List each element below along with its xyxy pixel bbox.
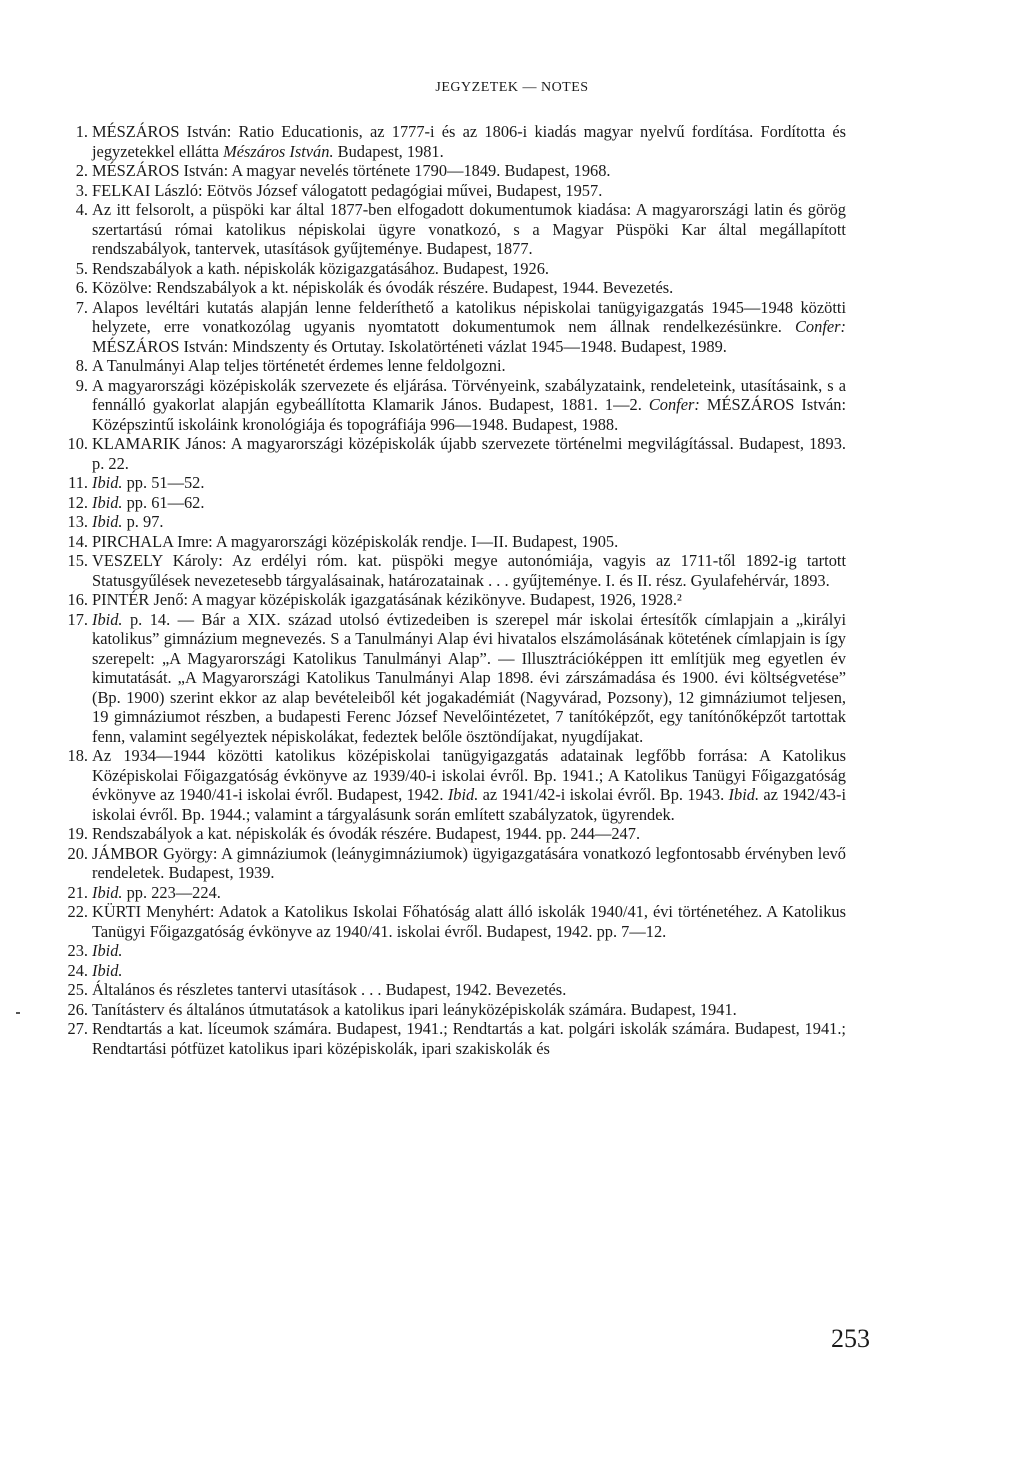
note-item	[36, 610, 846, 747]
note-item	[36, 532, 846, 552]
note-text: Rendtartás a kat. líceumok számára. Budapest, 1941.; Rendtartás a kat. polgári iskolák számára. Budapest, 1941.; Rendtartási pótfüzet katolikus ipari középiskolák, ipari szakiskolák és	[92, 1019, 846, 1058]
note-item	[36, 551, 846, 590]
note-text: A Tanulmányi Alap teljes történetét érdemes lenne feldolgozni.	[92, 356, 506, 375]
note-item	[36, 278, 846, 298]
note-number: 21.	[67, 882, 88, 902]
page-number: 253	[831, 1324, 870, 1353]
note-item	[36, 746, 846, 824]
note-text: JÁMBOR György: A gimnáziumok (leánygimnáziumok) ügyigazgatására vonatkozó legfontosabb érvényben levő rendeletek. Budapest, 1939.	[92, 843, 846, 882]
note-text: Ibid. p. 14. — Bár a XIX. század utolsó évtizedeiben is szerepel már iskolai értesítők címlapjain a „királyi katolikus” gimnázium megnevezés. S a Tanulmányi Alap évi hivatalos elszámolásának kötetének címlapjain is így szerepelt: „A Magyarországi Katolikus Tanulmányi Alap”. — Illusztrációképpen itt említjük meg egyetlen év kimutatását. „A Magyarországi Katolikus Tanulmányi Alap 1898. évi zárszámadása és 1900. évi költségvetése” (Bp. 1900) szerint ekkor az alap bevételeiből két jogakadémiát (Nagyvárad, Pozsony), 12 gimnáziumot teljesen, 19 gimnáziumot részben, a budapesti Ferenc József Nevelőintézetet, 7 tanítóképzőt, egy tanítónőképzőt tartottak fenn, valamint segélyeztek népiskolákat, fedeztek belőle ösztöndíjakat, nyugdíjakat.	[92, 609, 846, 746]
note-text: Az itt felsorolt, a püspöki kar által 1877-ben elfogadott dokumentumok kiadása: A magyarországi latin és görög szertartású római katolikus népiskolai ügyre vonatkozó, s a Magyar Püspöki Kar által megállapított rendszabályok, tantervek, utasítások gyűjteménye. Budapest, 1877.	[92, 200, 846, 258]
note-text: Közölve: Rendszabályok a kt. népiskolák és óvodák részére. Budapest, 1944. Bevezetés.	[92, 278, 674, 297]
note-number: 27.	[67, 1019, 88, 1038]
note-number: 12.	[67, 492, 88, 512]
note-item	[36, 1019, 846, 1058]
note-item	[36, 298, 846, 357]
note-number: 25.	[67, 980, 88, 999]
note-text: VESZELY Károly: Az erdélyi róm. kat. püspöki megye autonómiája, vagyis az 1711-től 1892-ig tartott Statusgyűlések nevezetesebb tárgyalásainak, határozatainak . . . gyűjteménye. I. és II. rész. Gyulafehérvár, 1893.	[92, 551, 846, 590]
note-number: 16.	[67, 590, 88, 609]
note-text: Ibid. pp. 61—62.	[92, 492, 205, 512]
note-number: 8.	[75, 356, 88, 375]
notes-list	[36, 122, 846, 1058]
note-number: 4.	[75, 200, 88, 219]
note-item	[36, 356, 846, 376]
note-number: 19.	[67, 824, 88, 843]
note-item	[36, 902, 846, 941]
note-item	[36, 434, 846, 473]
running-head: JEGYZETEK — NOTES	[435, 80, 589, 95]
note-item	[36, 1000, 846, 1020]
note-text: Ibid. pp. 223—224.	[92, 882, 221, 902]
note-item	[36, 883, 846, 903]
note-number: 9.	[75, 375, 88, 395]
note-number: 5.	[75, 258, 88, 278]
note-text: Alapos levéltári kutatás alapján lenne felderíthető a katolikus népiskolai tanügyigazgatás 1945—1948 közötti helyzete, erre vonatkozólag ugyanis nyomtatott dokumentumok nem állnak rendelkezésünkre. Confer: MÉSZÁROS István: Mindszenty és Ortutay. Iskolatörténeti vázlat 1945—1948. Budapest, 1989.	[92, 297, 846, 356]
note-text: KLAMARIK János: A magyarországi középiskolák újabb szervezete történelmi megvilágítással. Budapest, 1893. p. 22.	[92, 434, 846, 473]
note-text: Az 1934—1944 közötti katolikus középiskolai tanügyigazgatás adatainak legfőbb forrása: A Katolikus Középiskolai Főigazgatóság évkönyve az 1939/40-i iskolai évről. Bp. 1941.; A Katolikus Tanügyi Főigazgatóság évkönyve az 1940/41-i iskolai évről. Budapest, 1942. Ibid. az 1941/42-i iskolai évről. Bp. 1943. Ibid. az 1942/43-i iskolai évről. Bp. 1944.; valamint a tárgyalásunk során említett szabályzatok, ügyrendek.	[92, 746, 847, 824]
note-item	[36, 512, 846, 532]
note-text: Tanításterv és általános útmutatások a katolikus ipari leányközépiskolák számára. Budapest, 1941.	[92, 999, 737, 1019]
note-item	[36, 473, 846, 493]
note-text: PIRCHALA Imre: A magyarországi középiskolák rendje. I—II. Budapest, 1905.	[92, 531, 619, 551]
note-text: Ibid. pp. 51—52.	[92, 473, 205, 492]
note-text: Ibid.	[92, 941, 123, 960]
note-number: 3.	[75, 180, 88, 200]
note-text: Rendszabályok a kath. népiskolák közigazgatásához. Budapest, 1926.	[92, 258, 549, 278]
note-item	[36, 824, 846, 844]
note-number: 6.	[75, 278, 88, 297]
note-number: 2.	[75, 161, 88, 180]
note-number: 7.	[75, 297, 88, 317]
note-number: 10.	[67, 434, 88, 453]
note-number: 17.	[67, 609, 88, 629]
note-item	[36, 376, 846, 435]
note-number: 23.	[67, 941, 88, 960]
note-text: FELKAI László: Eötvös József válogatott pedagógiai művei, Budapest, 1957.	[92, 180, 603, 200]
note-text: MÉSZÁROS István: Ratio Educationis, az 1777-i és az 1806-i kiadás magyar nyelvű fordítása. Fordította és jegyzetekkel ellátta Mészáros István. Budapest, 1981.	[92, 122, 846, 161]
note-text: Ibid. p. 97.	[92, 512, 164, 531]
note-number: 22.	[67, 902, 88, 921]
note-number: 15.	[67, 551, 88, 570]
note-number: 26.	[67, 999, 88, 1019]
note-item	[36, 941, 846, 961]
note-item	[36, 844, 846, 883]
note-number: 14.	[67, 531, 88, 551]
note-item	[36, 161, 846, 181]
note-item	[36, 961, 846, 981]
note-item	[36, 493, 846, 513]
note-text: PINTÉR Jenő: A magyar középiskolák igazgatásának kézikönyve. Budapest, 1926, 1928.²	[92, 590, 682, 609]
note-text: Általános és részletes tantervi utasítások . . . Budapest, 1942. Bevezetés.	[92, 980, 567, 999]
note-item	[36, 122, 846, 161]
note-text: MÉSZÁROS István: A magyar nevelés története 1790—1849. Budapest, 1968.	[92, 161, 611, 180]
note-number: 18.	[67, 746, 88, 765]
note-number: 20.	[67, 843, 88, 863]
note-text: KÜRTI Menyhért: Adatok a Katolikus Iskolai Főhatóság alatt álló iskolák 1940/41, évi történetéhez. A Katolikus Tanügyi Főigazgatóság évkönyve az 1940/41. iskolai évről. Budapest, 1942. pp. 7—12.	[92, 902, 846, 941]
note-item	[36, 259, 846, 279]
note-text: Ibid.	[92, 960, 123, 980]
note-number: 11.	[68, 473, 88, 492]
margin-mark	[16, 1012, 20, 1014]
note-number: 13.	[67, 512, 88, 531]
note-item	[36, 590, 846, 610]
note-text: A magyarországi középiskolák szervezete és eljárása. Törvényeink, szabályzataink, rendeleteink, utasításaink, s a fennálló gyakorlat alapján egybeállította Klamarik János. Budapest, 1881. 1—2. Confer: MÉSZÁROS István: Középszintű iskoláink kronológiája és topográfiája 996—1948. Budapest, 1988.	[92, 375, 847, 434]
note-number: 24.	[67, 960, 88, 980]
note-item	[36, 181, 846, 201]
note-item	[36, 980, 846, 1000]
note-text: Rendszabályok a kat. népiskolák és óvodák részére. Budapest, 1944. pp. 244—247.	[92, 824, 641, 843]
note-number: 1.	[75, 122, 88, 141]
note-item	[36, 200, 846, 259]
